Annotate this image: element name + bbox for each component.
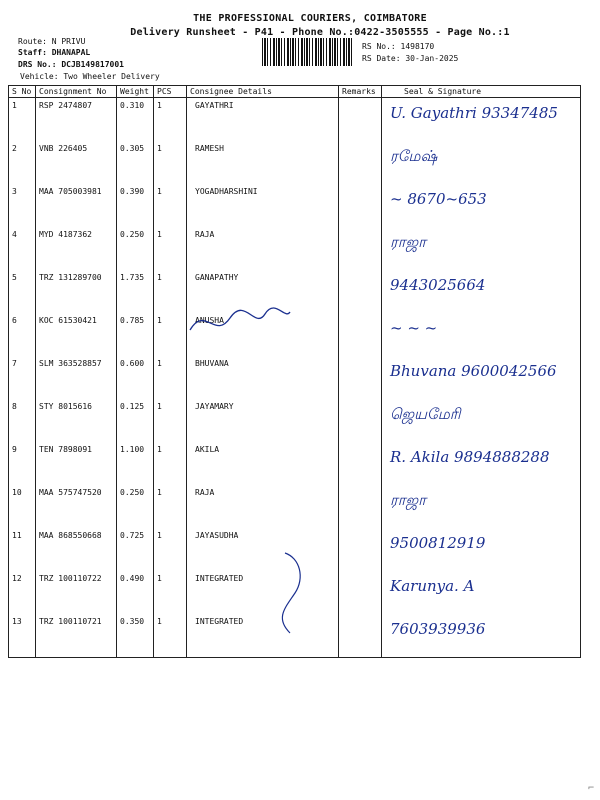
consignee-cell: RAMESH bbox=[187, 141, 339, 184]
weight-cell: 1.735 bbox=[117, 270, 154, 313]
weight-cell: 0.250 bbox=[117, 227, 154, 270]
col-remarks: Remarks bbox=[339, 86, 382, 98]
handwritten-signature: ராஜா bbox=[390, 233, 426, 251]
pcs-cell: 1 bbox=[154, 442, 187, 485]
signature-cell bbox=[382, 571, 581, 614]
pcs-cell: 1 bbox=[154, 614, 187, 658]
weight-cell: 0.125 bbox=[117, 399, 154, 442]
table-row bbox=[9, 528, 581, 571]
weight-cell: 0.390 bbox=[117, 184, 154, 227]
rs-number: RS No.: 1498170 bbox=[362, 42, 435, 51]
remarks-cell bbox=[339, 399, 382, 442]
sno-cell: 13 bbox=[9, 614, 36, 658]
consignment-cell: MAA 868550668 bbox=[36, 528, 117, 571]
consignee-cell: AKILA bbox=[187, 442, 339, 485]
weight-cell: 0.490 bbox=[117, 571, 154, 614]
table-row bbox=[9, 184, 581, 227]
consignee-cell: ANUSHA bbox=[187, 313, 339, 356]
table-row bbox=[9, 227, 581, 270]
signature-cell bbox=[382, 184, 581, 227]
weight-cell: 1.100 bbox=[117, 442, 154, 485]
consignee-cell: GAYATHRI bbox=[187, 98, 339, 142]
table-row bbox=[9, 98, 581, 142]
consignment-cell: RSP 2474807 bbox=[36, 98, 117, 142]
handwritten-signature: U. Gayathri 93347485 bbox=[390, 104, 558, 122]
consignee-cell: JAYASUDHA bbox=[187, 528, 339, 571]
sno-cell: 12 bbox=[9, 571, 36, 614]
col-consignee: Consignee Details bbox=[187, 86, 339, 98]
pcs-cell: 1 bbox=[154, 227, 187, 270]
consignment-cell: STY 8015616 bbox=[36, 399, 117, 442]
weight-cell: 0.600 bbox=[117, 356, 154, 399]
consignment-cell: KOC 61530421 bbox=[36, 313, 117, 356]
sno-cell: 8 bbox=[9, 399, 36, 442]
pcs-cell: 1 bbox=[154, 485, 187, 528]
consignee-cell: INTEGRATED bbox=[187, 571, 339, 614]
table-header-row bbox=[9, 86, 581, 98]
sno-cell: 5 bbox=[9, 270, 36, 313]
pcs-cell: 1 bbox=[154, 313, 187, 356]
weight-cell: 0.350 bbox=[117, 614, 154, 658]
consignment-cell: TEN 7898091 bbox=[36, 442, 117, 485]
sno-cell: 1 bbox=[9, 98, 36, 142]
table-row bbox=[9, 442, 581, 485]
signature-cell bbox=[382, 614, 581, 658]
staff-label: Staff: DHANAPAL bbox=[18, 48, 91, 57]
sno-cell: 3 bbox=[9, 184, 36, 227]
weight-cell: 0.310 bbox=[117, 98, 154, 142]
weight-cell: 0.785 bbox=[117, 313, 154, 356]
signature-cell bbox=[382, 442, 581, 485]
remarks-cell bbox=[339, 141, 382, 184]
table-row bbox=[9, 141, 581, 184]
remarks-cell bbox=[339, 571, 382, 614]
barcode bbox=[262, 38, 354, 66]
handwritten-signature: ராஜா bbox=[390, 491, 426, 509]
table-row bbox=[9, 313, 581, 356]
consignment-cell: SLM 363528857 bbox=[36, 356, 117, 399]
sno-cell: 4 bbox=[9, 227, 36, 270]
col-pcs: PCS bbox=[154, 86, 187, 98]
signature-cell bbox=[382, 485, 581, 528]
consignee-cell: RAJA bbox=[187, 485, 339, 528]
handwritten-signature: Bhuvana 9600042566 bbox=[390, 362, 557, 380]
remarks-cell bbox=[339, 270, 382, 313]
consignment-cell: TRZ 100110721 bbox=[36, 614, 117, 658]
handwritten-signature: R. Akila 9894888288 bbox=[390, 448, 550, 466]
remarks-cell bbox=[339, 442, 382, 485]
consignee-cell: JAYAMARY bbox=[187, 399, 339, 442]
route-label: Route: N PRIVU bbox=[18, 37, 86, 46]
consignment-cell: VNB 226405 bbox=[36, 141, 117, 184]
table-row bbox=[9, 356, 581, 399]
consignment-cell: TRZ 131289700 bbox=[36, 270, 117, 313]
signature-cell bbox=[382, 313, 581, 356]
signature-cell bbox=[382, 356, 581, 399]
remarks-cell bbox=[339, 227, 382, 270]
drs-label: DRS No.: DCJB149817001 bbox=[18, 60, 124, 69]
runsheet-subtitle: Delivery Runsheet - P41 - Phone No.:0422-3505555 - Page No.:1 bbox=[130, 27, 510, 38]
pcs-cell: 1 bbox=[154, 528, 187, 571]
sno-cell: 11 bbox=[9, 528, 36, 571]
consignee-cell: INTEGRATED bbox=[187, 614, 339, 658]
handwritten-signature: Karunya. A bbox=[390, 577, 475, 595]
table-row bbox=[9, 270, 581, 313]
consignee-cell: GANAPATHY bbox=[187, 270, 339, 313]
pcs-cell: 1 bbox=[154, 399, 187, 442]
consignee-cell: RAJA bbox=[187, 227, 339, 270]
weight-cell: 0.250 bbox=[117, 485, 154, 528]
rs-date: RS Date: 30-Jan-2025 bbox=[362, 54, 459, 63]
weight-cell: 0.305 bbox=[117, 141, 154, 184]
table-row bbox=[9, 485, 581, 528]
sno-cell: 2 bbox=[9, 141, 36, 184]
signature-cell bbox=[382, 399, 581, 442]
consignee-cell: YOGADHARSHINI bbox=[187, 184, 339, 227]
remarks-cell bbox=[339, 528, 382, 571]
remarks-cell bbox=[339, 313, 382, 356]
signature-cell bbox=[382, 98, 581, 142]
remarks-cell bbox=[339, 356, 382, 399]
signature-cell bbox=[382, 528, 581, 571]
sno-cell: 6 bbox=[9, 313, 36, 356]
handwritten-signature: 9443025664 bbox=[390, 276, 486, 294]
handwritten-signature: 9500812919 bbox=[390, 534, 486, 552]
handwritten-signature: ஜெயமேரி bbox=[390, 405, 461, 423]
consignee-cell: BHUVANA bbox=[187, 356, 339, 399]
signature-cell bbox=[382, 270, 581, 313]
consignment-cell: MAA 705003981 bbox=[36, 184, 117, 227]
table-row bbox=[9, 614, 581, 658]
corner-mark: ⌐ bbox=[587, 783, 594, 794]
sno-cell: 10 bbox=[9, 485, 36, 528]
sno-cell: 7 bbox=[9, 356, 36, 399]
handwritten-signature: ~ ~ ~ bbox=[390, 319, 438, 337]
remarks-cell bbox=[339, 614, 382, 658]
consignment-cell: MYD 4187362 bbox=[36, 227, 117, 270]
delivery-table bbox=[8, 85, 581, 658]
table-row bbox=[9, 399, 581, 442]
vehicle-label: Vehicle: Two Wheeler Delivery bbox=[20, 72, 160, 81]
sno-cell: 9 bbox=[9, 442, 36, 485]
pcs-cell: 1 bbox=[154, 98, 187, 142]
table-row bbox=[9, 571, 581, 614]
pcs-cell: 1 bbox=[154, 270, 187, 313]
consignment-cell: MAA 575747520 bbox=[36, 485, 117, 528]
col-signature: Seal & Signature bbox=[382, 86, 581, 98]
col-weight: Weight bbox=[117, 86, 154, 98]
handwritten-signature: ரமேஷ் bbox=[390, 147, 438, 165]
pcs-cell: 1 bbox=[154, 184, 187, 227]
pcs-cell: 1 bbox=[154, 356, 187, 399]
signature-cell bbox=[382, 227, 581, 270]
col-consignment: Consignment No bbox=[36, 86, 117, 98]
pcs-cell: 1 bbox=[154, 571, 187, 614]
consignment-cell: TRZ 100110722 bbox=[36, 571, 117, 614]
signature-cell bbox=[382, 141, 581, 184]
pcs-cell: 1 bbox=[154, 141, 187, 184]
remarks-cell bbox=[339, 184, 382, 227]
remarks-cell bbox=[339, 98, 382, 142]
weight-cell: 0.725 bbox=[117, 528, 154, 571]
handwritten-signature: ~ 8670~653 bbox=[390, 190, 487, 208]
col-sno: S No bbox=[9, 86, 36, 98]
remarks-cell bbox=[339, 485, 382, 528]
company-title: THE PROFESSIONAL COURIERS, COIMBATORE bbox=[193, 13, 427, 24]
handwritten-signature: 7603939936 bbox=[390, 620, 486, 638]
